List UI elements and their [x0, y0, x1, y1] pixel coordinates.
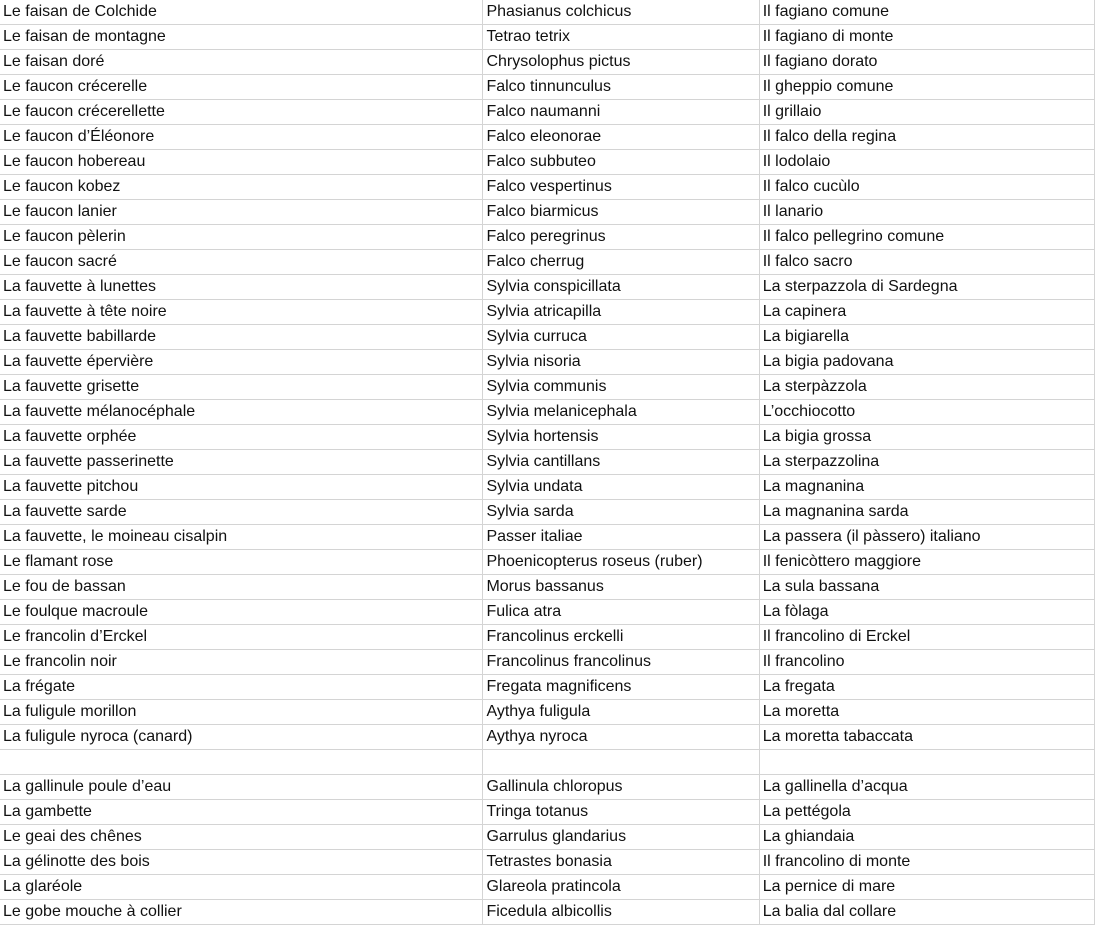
latin-name-cell[interactable]: Glareola pratincola	[483, 875, 759, 900]
italian-name-cell[interactable]: Il gheppio comune	[759, 75, 1094, 100]
italian-name-cell[interactable]: Il lanario	[759, 200, 1094, 225]
french-name-cell[interactable]: La fuligule morillon	[0, 700, 483, 725]
table-row	[0, 500, 1095, 525]
table-row	[0, 250, 1095, 275]
latin-name-cell[interactable]: Sylvia sarda	[483, 500, 759, 525]
french-name-cell[interactable]: Le faucon sacré	[0, 250, 483, 275]
italian-name-cell[interactable]: Il falco della regina	[759, 125, 1094, 150]
italian-name-cell[interactable]: La magnanina	[759, 475, 1094, 500]
french-name-cell[interactable]: La fauvette, le moineau cisalpin	[0, 525, 483, 550]
latin-name-cell[interactable]: Sylvia communis	[483, 375, 759, 400]
french-name-cell[interactable]: Le geai des chênes	[0, 825, 483, 850]
french-name-cell[interactable]: Le faucon kobez	[0, 175, 483, 200]
latin-name-cell[interactable]: Sylvia atricapilla	[483, 300, 759, 325]
latin-name-cell[interactable]: Falco subbuteo	[483, 150, 759, 175]
french-name-cell[interactable]: La frégate	[0, 675, 483, 700]
french-name-cell[interactable]: Le gobe mouche à collier	[0, 900, 483, 925]
latin-name-cell[interactable]: Falco peregrinus	[483, 225, 759, 250]
latin-name-cell[interactable]: Sylvia cantillans	[483, 450, 759, 475]
french-name-cell[interactable]: Le francolin noir	[0, 650, 483, 675]
latin-name-cell[interactable]: Aythya fuligula	[483, 700, 759, 725]
italian-name-cell[interactable]: Il fagiano comune	[759, 0, 1094, 25]
french-name-cell[interactable]: Le francolin d’Erckel	[0, 625, 483, 650]
italian-name-cell[interactable]: Il francolino di monte	[759, 850, 1094, 875]
italian-name-cell[interactable]: La sterpazzola di Sardegna	[759, 275, 1094, 300]
table-row	[0, 75, 1095, 100]
table-row	[0, 450, 1095, 475]
table-row	[0, 175, 1095, 200]
french-name-cell[interactable]: Le foulque macroule	[0, 600, 483, 625]
latin-name-cell[interactable]: Aythya nyroca	[483, 725, 759, 750]
latin-name-cell[interactable]: Gallinula chloropus	[483, 775, 759, 800]
italian-name-cell[interactable]: La sterpàzzola	[759, 375, 1094, 400]
table-row	[0, 825, 1095, 850]
latin-name-cell[interactable]: Passer italiae	[483, 525, 759, 550]
french-name-cell[interactable]: La fauvette pitchou	[0, 475, 483, 500]
table-row	[0, 700, 1095, 725]
table-row	[0, 425, 1095, 450]
french-name-cell[interactable]: La gélinotte des bois	[0, 850, 483, 875]
table-row	[0, 100, 1095, 125]
latin-name-cell[interactable]: Francolinus erckelli	[483, 625, 759, 650]
latin-name-cell[interactable]: Falco naumanni	[483, 100, 759, 125]
italian-name-cell[interactable]: La bigia grossa	[759, 425, 1094, 450]
french-name-cell[interactable]: Le faucon crécerelle	[0, 75, 483, 100]
latin-name-cell[interactable]: Falco tinnunculus	[483, 75, 759, 100]
italian-name-cell[interactable]: La fregata	[759, 675, 1094, 700]
latin-name-cell[interactable]: Falco vespertinus	[483, 175, 759, 200]
latin-name-cell[interactable]: Sylvia conspicillata	[483, 275, 759, 300]
table-row	[0, 50, 1095, 75]
latin-name-cell[interactable]: Phasianus colchicus	[483, 0, 759, 25]
french-name-cell[interactable]: La gallinule poule d’eau	[0, 775, 483, 800]
table-row	[0, 200, 1095, 225]
latin-name-cell[interactable]: Morus bassanus	[483, 575, 759, 600]
italian-name-cell[interactable]: Il francolino	[759, 650, 1094, 675]
french-name-cell[interactable]: La fauvette épervière	[0, 350, 483, 375]
table-row	[0, 775, 1095, 800]
french-name-cell[interactable]: Le faucon pèlerin	[0, 225, 483, 250]
table-row	[0, 875, 1095, 900]
italian-name-cell[interactable]: Il fenicòttero maggiore	[759, 550, 1094, 575]
french-name-cell[interactable]: Le faucon d’Éléonore	[0, 125, 483, 150]
italian-name-cell[interactable]: La bigia padovana	[759, 350, 1094, 375]
french-name-cell[interactable]: Le faisan de Colchide	[0, 0, 483, 25]
latin-name-cell[interactable]: Sylvia curruca	[483, 325, 759, 350]
table-row	[0, 575, 1095, 600]
table-row	[0, 375, 1095, 400]
french-name-cell[interactable]: La fauvette mélanocéphale	[0, 400, 483, 425]
italian-name-cell[interactable]: La gallinella d’acqua	[759, 775, 1094, 800]
latin-name-cell[interactable]: Sylvia nisoria	[483, 350, 759, 375]
italian-name-cell[interactable]: Il fagiano di monte	[759, 25, 1094, 50]
table-row	[0, 225, 1095, 250]
italian-name-cell[interactable]: Il falco cucùlo	[759, 175, 1094, 200]
italian-name-cell[interactable]: La passera (il pàssero) italiano	[759, 525, 1094, 550]
italian-name-cell[interactable]: La pernice di mare	[759, 875, 1094, 900]
table-row	[0, 675, 1095, 700]
table-row	[0, 900, 1095, 925]
latin-name-cell[interactable]: Phoenicopterus roseus (ruber)	[483, 550, 759, 575]
italian-name-cell[interactable]: Il lodolaio	[759, 150, 1094, 175]
french-name-cell[interactable]: La gambette	[0, 800, 483, 825]
table-row	[0, 300, 1095, 325]
french-name-cell[interactable]: Le flamant rose	[0, 550, 483, 575]
french-name-cell[interactable]: La fauvette sarde	[0, 500, 483, 525]
italian-name-cell[interactable]	[759, 750, 1094, 775]
table-row	[0, 550, 1095, 575]
italian-name-cell[interactable]: La ghiandaia	[759, 825, 1094, 850]
latin-name-cell[interactable]: Sylvia undata	[483, 475, 759, 500]
french-name-cell[interactable]: Le faucon crécerellette	[0, 100, 483, 125]
french-name-cell[interactable]: Le faucon lanier	[0, 200, 483, 225]
table-row	[0, 325, 1095, 350]
latin-name-cell[interactable]: Tetrao tetrix	[483, 25, 759, 50]
latin-name-cell[interactable]: Sylvia hortensis	[483, 425, 759, 450]
latin-name-cell[interactable]: Fregata magnificens	[483, 675, 759, 700]
table-row	[0, 400, 1095, 425]
table-row	[0, 725, 1095, 750]
table-row	[0, 25, 1095, 50]
french-name-cell[interactable]: La fauvette passerinette	[0, 450, 483, 475]
french-name-cell[interactable]: La glaréole	[0, 875, 483, 900]
italian-name-cell[interactable]: La fòlaga	[759, 600, 1094, 625]
italian-name-cell[interactable]: Il grillaio	[759, 100, 1094, 125]
table-row	[0, 625, 1095, 650]
italian-name-cell[interactable]: L’occhiocotto	[759, 400, 1094, 425]
italian-name-cell[interactable]: La sula bassana	[759, 575, 1094, 600]
latin-name-cell[interactable]: Garrulus glandarius	[483, 825, 759, 850]
table-row	[0, 750, 1095, 775]
italian-name-cell[interactable]: Il falco pellegrino comune	[759, 225, 1094, 250]
table-row	[0, 650, 1095, 675]
table-row	[0, 0, 1095, 25]
italian-name-cell[interactable]: La moretta tabaccata	[759, 725, 1094, 750]
french-name-cell[interactable]: Le fou de bassan	[0, 575, 483, 600]
italian-name-cell[interactable]: Il francolino di Erckel	[759, 625, 1094, 650]
french-name-cell[interactable]: La fauvette à lunettes	[0, 275, 483, 300]
italian-name-cell[interactable]: La pettégola	[759, 800, 1094, 825]
italian-name-cell[interactable]: La capinera	[759, 300, 1094, 325]
italian-name-cell[interactable]: La moretta	[759, 700, 1094, 725]
french-name-cell[interactable]: La fauvette babillarde	[0, 325, 483, 350]
latin-name-cell[interactable]: Falco eleonorae	[483, 125, 759, 150]
french-name-cell[interactable]: La fauvette à tête noire	[0, 300, 483, 325]
french-name-cell[interactable]: Le faisan doré	[0, 50, 483, 75]
latin-name-cell[interactable]: Chrysolophus pictus	[483, 50, 759, 75]
french-name-cell[interactable]: La fauvette grisette	[0, 375, 483, 400]
table-row	[0, 800, 1095, 825]
french-name-cell[interactable]: La fauvette orphée	[0, 425, 483, 450]
latin-name-cell[interactable]: Sylvia melanicephala	[483, 400, 759, 425]
italian-name-cell[interactable]: Il falco sacro	[759, 250, 1094, 275]
italian-name-cell[interactable]: La magnanina sarda	[759, 500, 1094, 525]
italian-name-cell[interactable]: La bigiarella	[759, 325, 1094, 350]
latin-name-cell[interactable]: Tringa totanus	[483, 800, 759, 825]
table-row	[0, 275, 1095, 300]
latin-name-cell[interactable]: Falco cherrug	[483, 250, 759, 275]
french-name-cell[interactable]	[0, 750, 483, 775]
latin-name-cell[interactable]: Fulica atra	[483, 600, 759, 625]
table-row	[0, 600, 1095, 625]
table-row	[0, 350, 1095, 375]
table-row	[0, 475, 1095, 500]
italian-name-cell[interactable]: Il fagiano dorato	[759, 50, 1094, 75]
french-name-cell[interactable]: Le faisan de montagne	[0, 25, 483, 50]
table-row	[0, 525, 1095, 550]
french-name-cell[interactable]: Le faucon hobereau	[0, 150, 483, 175]
latin-name-cell[interactable]: Ficedula albicollis	[483, 900, 759, 925]
latin-name-cell[interactable]: Falco biarmicus	[483, 200, 759, 225]
latin-name-cell[interactable]: Francolinus francolinus	[483, 650, 759, 675]
table-row	[0, 125, 1095, 150]
latin-name-cell[interactable]	[483, 750, 759, 775]
table-row	[0, 850, 1095, 875]
table-row	[0, 150, 1095, 175]
french-name-cell[interactable]: La fuligule nyroca (canard)	[0, 725, 483, 750]
latin-name-cell[interactable]: Tetrastes bonasia	[483, 850, 759, 875]
italian-name-cell[interactable]: La sterpazzolina	[759, 450, 1094, 475]
italian-name-cell[interactable]: La balia dal collare	[759, 900, 1094, 925]
